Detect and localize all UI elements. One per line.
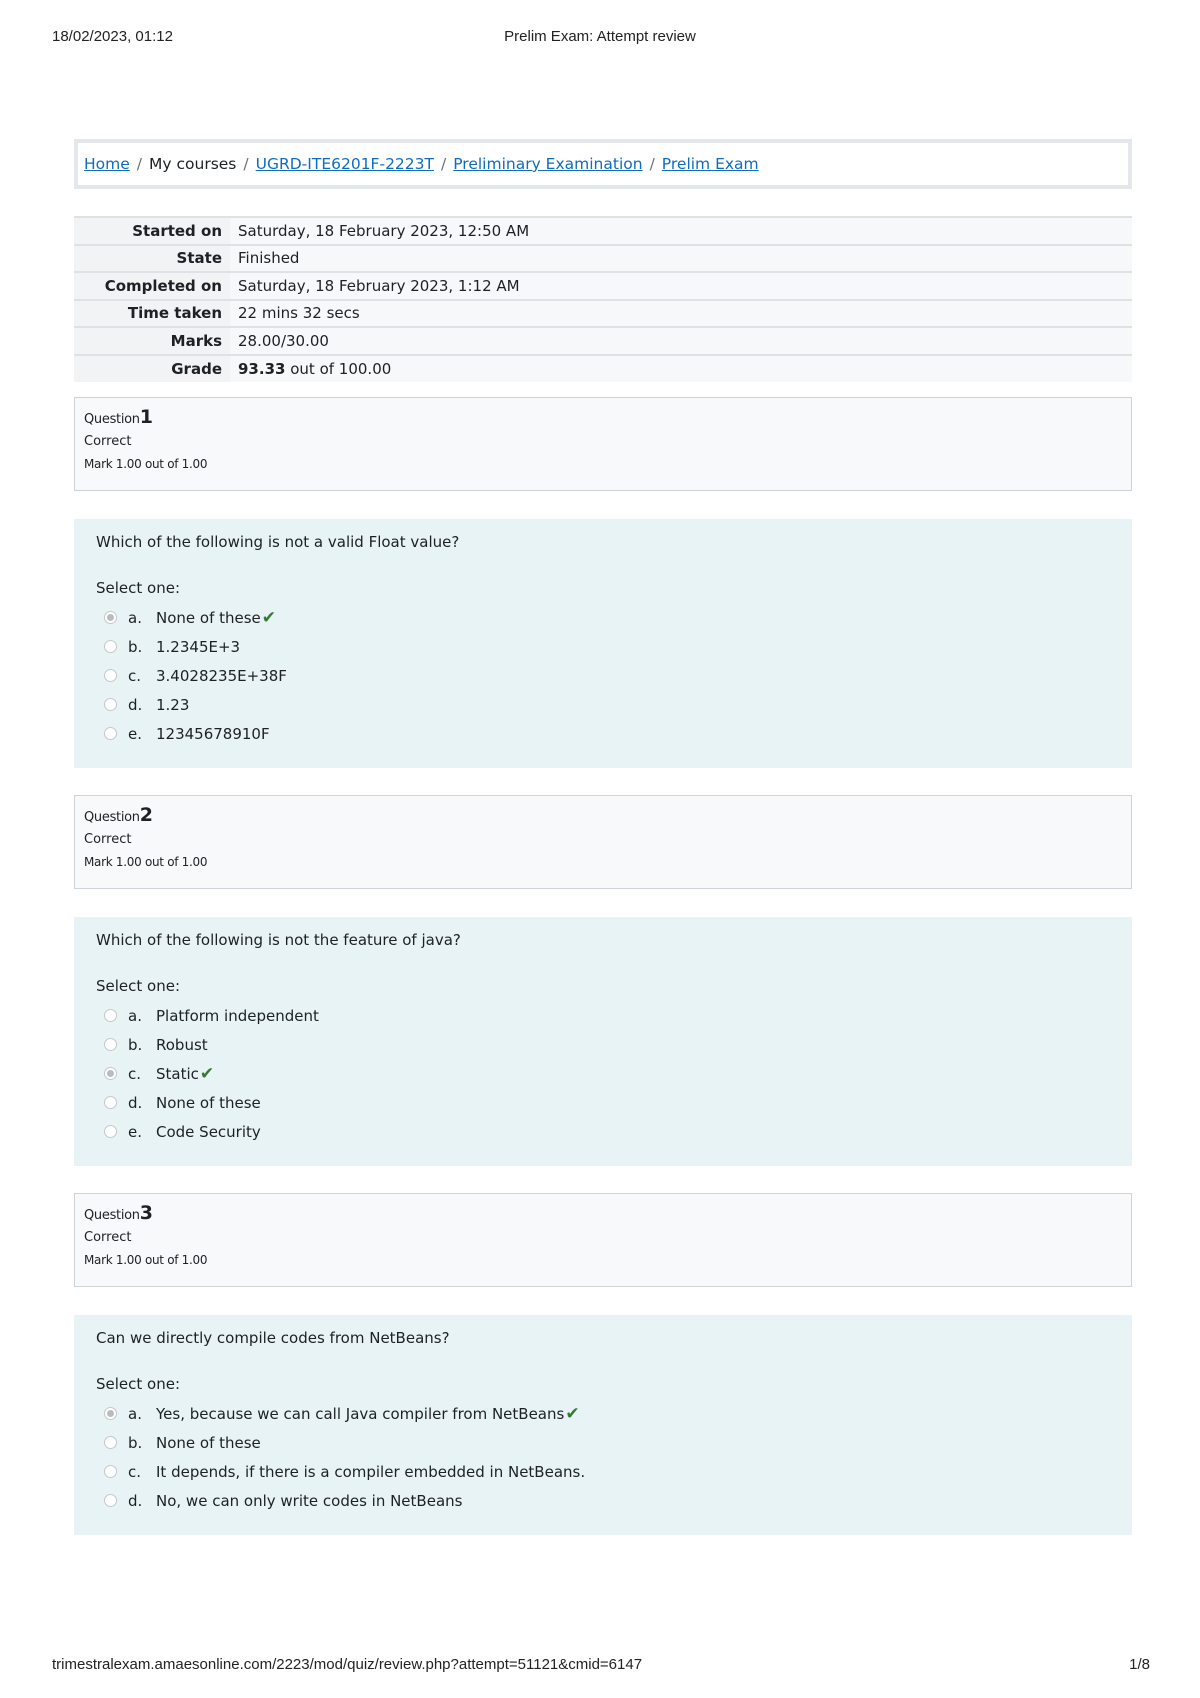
answer-text: 12345678910F [156, 724, 270, 743]
summary-label: Started on [74, 217, 230, 245]
answer-text: 1.2345E+3 [156, 637, 241, 656]
answer-option[interactable] [96, 690, 1110, 719]
question-grade: Mark 1.00 out of 1.00 [84, 1253, 208, 1267]
answer-radio[interactable] [104, 1465, 117, 1478]
answer-text: None of these [156, 1093, 261, 1112]
print-page-number: 1/8 [1129, 1656, 1150, 1673]
answer-text: No, we can only write codes in NetBeans [156, 1491, 463, 1510]
answer-letter: d. [128, 1491, 143, 1510]
answer-letter: d. [128, 695, 143, 714]
answer-radio[interactable] [104, 1038, 117, 1051]
answer-option[interactable] [96, 1428, 1110, 1457]
select-prompt: Select one: [96, 977, 181, 995]
answer-radio[interactable] [104, 1407, 117, 1420]
answer-letter: c. [128, 1064, 142, 1083]
grade-out-of: out of 100.00 [290, 359, 392, 378]
question-prefix: Question [84, 1208, 140, 1223]
answer-radio[interactable] [104, 698, 117, 711]
answer-option[interactable] [96, 719, 1110, 748]
answer-text: Code Security [156, 1122, 261, 1141]
print-datetime: 18/02/2023, 01:12 [52, 28, 173, 45]
answer-letter: e. [128, 1122, 142, 1141]
question-prefix: Question [84, 810, 140, 825]
question-text: Which of the following is not the feature of java? [96, 931, 461, 949]
breadcrumb-my-courses: My courses [149, 155, 237, 173]
select-prompt: Select one: [96, 1375, 181, 1393]
answer-radio[interactable] [104, 1125, 117, 1138]
breadcrumb-separator: / [440, 155, 447, 173]
summary-row [74, 272, 1132, 300]
answer-option[interactable] [96, 1117, 1110, 1146]
summary-row [74, 300, 1132, 328]
question-number [84, 1202, 1122, 1224]
answer-radio[interactable] [104, 1494, 117, 1507]
answer-text: 1.23 [156, 695, 190, 714]
breadcrumb [74, 139, 1132, 189]
question-number-value: 2 [139, 804, 153, 826]
answer-option[interactable] [96, 1059, 1110, 1088]
answer-radio[interactable] [104, 1067, 117, 1080]
answer-option[interactable] [96, 1399, 1110, 1428]
breadcrumb-separator: / [136, 155, 143, 173]
answer-radio[interactable] [104, 1436, 117, 1449]
answer-text: None of these [156, 608, 261, 627]
print-footer [0, 1656, 1200, 1676]
summary-value [230, 355, 1132, 383]
question-info [74, 397, 1132, 491]
summary-value: Saturday, 18 February 2023, 1:12 AM [230, 272, 1132, 300]
breadcrumb-quiz-link[interactable]: Prelim Exam [661, 155, 759, 173]
answer-text: Static [156, 1064, 199, 1083]
summary-row [74, 245, 1132, 273]
summary-value: 22 mins 32 secs [230, 300, 1132, 328]
summary-label: Grade [74, 355, 230, 383]
summary-value: 28.00/30.00 [230, 327, 1132, 355]
question-number [84, 406, 1122, 428]
breadcrumb-separator: / [243, 155, 249, 173]
breadcrumb-course-link[interactable]: UGRD-ITE6201F-2223T [255, 155, 434, 173]
summary-value: Finished [230, 245, 1132, 273]
summary-row [74, 327, 1132, 355]
answer-text: Yes, because we can call Java compiler from NetBeans [156, 1404, 565, 1423]
question-state: Correct [84, 434, 132, 449]
answer-option[interactable] [96, 1457, 1110, 1486]
question-state: Correct [84, 832, 132, 847]
breadcrumb-separator: / [649, 155, 655, 173]
question-formulation [74, 917, 1132, 1166]
answer-text: It depends, if there is a compiler embedded in NetBeans. [156, 1462, 586, 1481]
answer-list [96, 1001, 1110, 1146]
print-url: trimestralexam.amaesonline.com/2223/mod/quiz/review.php?attempt=51121&cmid=6147 [52, 1656, 643, 1673]
grade-score: 93.33 [238, 359, 286, 378]
answer-letter: a. [128, 608, 142, 627]
answer-option[interactable] [96, 1001, 1110, 1030]
question-info [74, 1193, 1132, 1287]
summary-label: Time taken [74, 300, 230, 328]
question-text: Can we directly compile codes from NetBeans? [96, 1329, 450, 1347]
print-title: Prelim Exam: Attempt review [504, 28, 696, 45]
summary-value: Saturday, 18 February 2023, 12:50 AM [230, 217, 1132, 245]
select-prompt: Select one: [96, 579, 181, 597]
question-grade: Mark 1.00 out of 1.00 [84, 855, 208, 869]
answer-option[interactable] [96, 632, 1110, 661]
correct-check-icon: ✔ [565, 1403, 580, 1424]
breadcrumb-home-link[interactable]: Home [84, 155, 130, 173]
answer-option[interactable] [96, 603, 1110, 632]
question-prefix: Question [84, 412, 140, 427]
answer-letter: a. [128, 1404, 142, 1423]
answer-option[interactable] [96, 661, 1110, 690]
attempt-summary-table [74, 216, 1132, 382]
summary-label: Completed on [74, 272, 230, 300]
answer-text: Robust [156, 1035, 208, 1054]
summary-row-grade [74, 355, 1132, 383]
answer-radio[interactable] [104, 1096, 117, 1109]
answer-option[interactable] [96, 1030, 1110, 1059]
answer-text: 3.4028235E+38F [156, 666, 287, 685]
question-formulation [74, 1315, 1132, 1535]
print-header [0, 28, 1200, 48]
question-formulation [74, 519, 1132, 768]
answer-letter: b. [128, 1433, 143, 1452]
answer-radio[interactable] [104, 611, 117, 624]
question-number-value: 1 [139, 406, 153, 428]
answer-letter: e. [128, 724, 142, 743]
answer-letter: c. [128, 1462, 142, 1481]
correct-check-icon: ✔ [199, 1063, 215, 1084]
answer-radio[interactable] [104, 727, 117, 740]
answer-letter: c. [128, 666, 142, 685]
summary-label: State [74, 245, 230, 273]
answer-text: Platform independent [156, 1006, 319, 1025]
answer-radio[interactable] [104, 669, 117, 682]
answer-list [96, 1399, 1110, 1515]
main-content [74, 139, 1132, 1535]
answer-option[interactable] [96, 1088, 1110, 1117]
answer-letter: d. [128, 1093, 143, 1112]
question-state: Correct [84, 1230, 132, 1245]
questions-container [74, 397, 1132, 1535]
answer-radio[interactable] [104, 1009, 117, 1022]
answer-option[interactable] [96, 1486, 1110, 1515]
question-grade: Mark 1.00 out of 1.00 [84, 457, 208, 471]
answer-text: None of these [156, 1433, 261, 1452]
answer-letter: a. [128, 1006, 142, 1025]
summary-row [74, 217, 1132, 245]
answer-letter: b. [128, 1035, 143, 1054]
question-number [84, 804, 1122, 826]
question-number-value: 3 [139, 1202, 153, 1224]
answer-radio[interactable] [104, 640, 117, 653]
answer-letter: b. [128, 637, 143, 656]
question-text: Which of the following is not a valid Float value? [96, 533, 460, 551]
question-info [74, 795, 1132, 889]
breadcrumb-section-link[interactable]: Preliminary Examination [453, 155, 643, 173]
answer-list [96, 603, 1110, 748]
summary-label: Marks [74, 327, 230, 355]
correct-check-icon: ✔ [261, 607, 277, 628]
